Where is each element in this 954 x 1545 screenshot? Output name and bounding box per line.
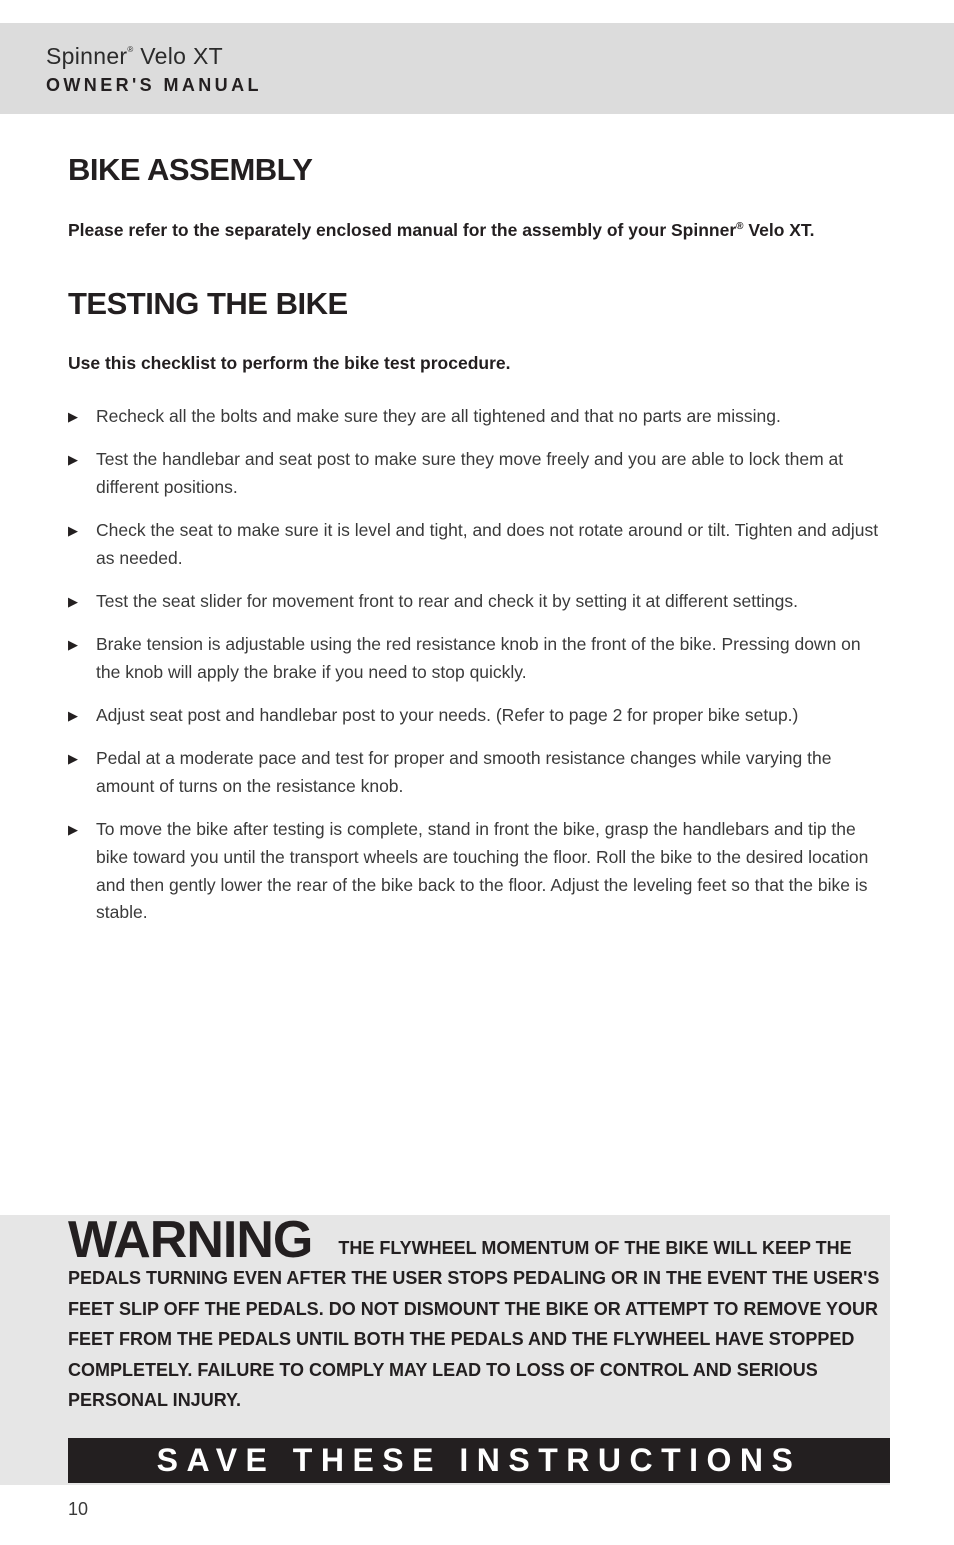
- assembly-heading: BIKE ASSEMBLY: [68, 152, 313, 187]
- triangle-right-icon: ▶: [68, 708, 78, 724]
- testing-heading: TESTING THE BIKE: [68, 286, 348, 321]
- assembly-text: Please refer to the separately enclosed manual for the assembly of your Spinner® Velo XT.: [68, 220, 815, 240]
- page-header: [0, 23, 954, 114]
- manual-subtitle: OWNER'S MANUAL: [46, 75, 262, 95]
- triangle-right-icon: ▶: [68, 751, 78, 767]
- checklist-item: ▶ Test the seat slider for movement front to rear and check it by setting it at different settings.: [68, 588, 888, 616]
- triangle-right-icon: ▶: [68, 452, 78, 468]
- checklist-item: ▶ Adjust seat post and handlebar post to your needs. (Refer to page 2 for proper bike setup.): [68, 702, 888, 730]
- triangle-right-icon: ▶: [68, 822, 78, 838]
- warning-text: WARNING THE FLYWHEEL MOMENTUM OF THE BIKE WILL KEEP THE PEDALS TURNING EVEN AFTER THE USER STOPS PEDALING OR IN THE EVENT THE USER'S FEET SLIP OFF THE PEDALS. DO NOT DISMOUNT THE BIKE OR ATTEMPT TO REMOVE YOUR FEET FROM THE PEDALS UNTIL BOTH THE PEDALS AND THE FLYWHEEL HAVE STOPPED COMPLETELY. FAILURE TO COMPLY MAY LEAD TO LOSS OF CONTROL AND SERIOUS PERSONAL INJURY.: [68, 1211, 880, 1411]
- checklist-item: ▶ Check the seat to make sure it is level and tight, and does not rotate around or tilt. Tighten and adjust as needed.: [68, 517, 888, 572]
- test-checklist: [68, 403, 888, 943]
- triangle-right-icon: ▶: [68, 409, 78, 424]
- triangle-right-icon: ▶: [68, 594, 78, 610]
- checklist-item: ▶ To move the bike after testing is complete, stand in front the bike, grasp the handlebars and tip the bike toward you until the transport wheels are touching the floor. Roll the bike to the desired location and then gently lower the rear of the bike back to the floor. Adjust the leveling feet so that the bike is stable.: [68, 816, 888, 927]
- page-number: 10: [68, 1499, 89, 1519]
- warning-label: WARNING: [68, 1211, 313, 1269]
- checklist-item: ▶ Test the handlebar and seat post to make sure they move freely and you are able to lock them at different positions.: [68, 446, 888, 501]
- testing-intro: Use this checklist to perform the bike test procedure.: [68, 353, 511, 373]
- save-instructions-banner: SAVE THESE INSTRUCTIONS: [68, 1438, 890, 1483]
- checklist-item: ▶ Pedal at a moderate pace and test for proper and smooth resistance changes while varying the amount of turns on the resistance knob.: [68, 745, 888, 800]
- checklist-item: ▶ Recheck all the bolts and make sure they are all tightened and that no parts are missing.: [68, 403, 888, 431]
- triangle-right-icon: ▶: [68, 523, 78, 539]
- triangle-right-icon: ▶: [68, 637, 78, 653]
- brand-name: Spinner® Velo XT: [46, 43, 223, 69]
- checklist-item: ▶ Brake tension is adjustable using the red resistance knob in the front of the bike. Pressing down on the knob will apply the brake if you need to stop quickly.: [68, 631, 888, 686]
